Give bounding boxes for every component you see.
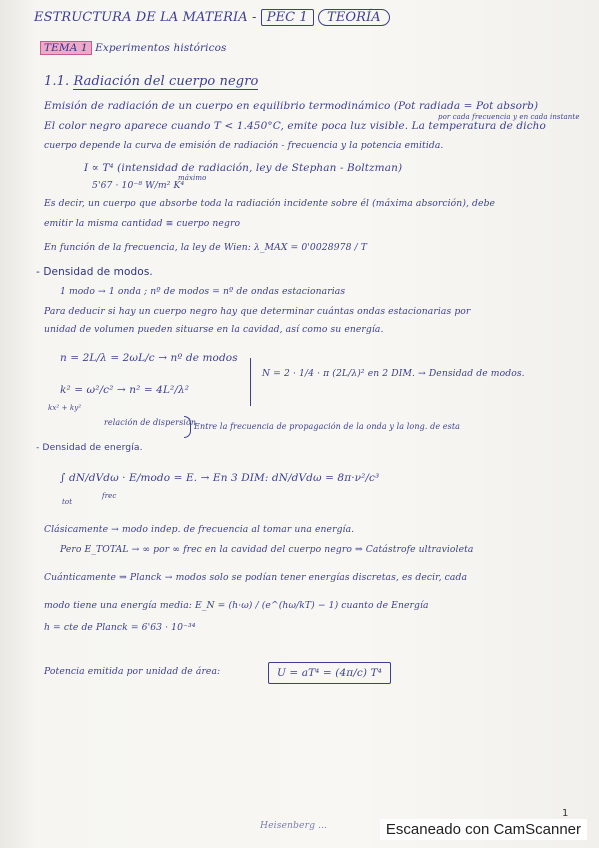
text-l3: cuerpo depende la curva de emisión de radiación - frecuencia y la potencia emitida.	[44, 140, 444, 151]
text-l1: Emisión de radiación de un cuerpo en equilibrio termodinámico (Pot radiada = Pot absorb)	[44, 100, 539, 112]
k-formula: k² = ω²/c² → n² = 4L²/λ²	[60, 384, 190, 396]
page-number: 1	[562, 808, 569, 819]
n-formula: n = 2L/λ = 2ωL/c → nº de modos	[60, 352, 238, 364]
energy-frec-label: frec	[102, 492, 117, 500]
header-title-text: ESTRUCTURA DE LA MATERIA -	[34, 10, 257, 25]
text-l5: emitir la misma cantidad ≡ cuerpo negro	[44, 218, 241, 229]
section-title: Radiación del cuerpo negro	[73, 74, 259, 89]
topic-badge: TEMA 1	[40, 41, 92, 55]
k-subscript: kx² + ky²	[48, 404, 82, 412]
modes-line-1: 1 modo → 1 onda ; nº de modos = nº de ondas estacionarias	[60, 286, 346, 297]
power-label: Potencia emitida por unidad de área:	[44, 666, 221, 677]
camscanner-watermark: Escaneado con CamScanner	[380, 819, 587, 840]
header-title	[34, 10, 390, 25]
stefan-constant: 5'67 · 10⁻⁸ W/m² K⁴	[92, 180, 185, 191]
topic-line	[40, 42, 227, 54]
N-formula: N = 2 · 1/4 · π (2L/λ)² en 2 DIM. → Densidad de modos.	[262, 368, 525, 379]
bottom-cut-text: Heisenberg ...	[260, 820, 328, 831]
wien-law: En función de la frecuencia, la ley de Wien: λ_MAX = 0'0028978 / T	[44, 242, 367, 253]
dispersion-note: Entre la frecuencia de propagación de la onda y la long. de esta	[194, 422, 461, 431]
topic-title: Experimentos históricos	[95, 42, 227, 54]
energy-heading: - Densidad de energía.	[36, 442, 143, 453]
section-heading	[44, 74, 258, 89]
pec-label: PEC 1	[261, 9, 314, 26]
modes-line-2: Para deducir si hay un cuerpo negro hay que determinar cuántas ondas estacionarias por	[44, 306, 471, 317]
text-l1-note: por cada frecuencia y en cada instante	[438, 113, 580, 121]
energy-tot-label: tot	[62, 498, 73, 506]
modes-line-3: unidad de volumen pueden situarse en la cavidad, así como su energía.	[44, 324, 384, 335]
dispersion-brace	[184, 416, 191, 438]
text-l2: El color negro aparece cuando T < 1.450°C, emite poca luz visible. La temperatura de dicho	[44, 120, 546, 132]
stefan-law: I ∝ T⁴ (intensidad de radiación, ley de Stephan - Boltzman)	[84, 162, 403, 174]
tag-label: TEORÍA	[318, 9, 390, 26]
stefan-max: máximo	[178, 174, 207, 182]
section-number: 1.1.	[44, 74, 70, 89]
energy-formula: ∫ dN/dVdω · E/modo = E. → En 3 DIM: dN/dVdω = 8π·ν²/c³	[60, 472, 380, 484]
classic-line-1: Clásicamente → modo indep. de frecuencia al tomar una energía.	[44, 524, 355, 535]
dispersion-label: relación de dispersión	[104, 418, 197, 427]
text-l4: Es decir, un cuerpo que absorbe toda la radiación incidente sobre él (máxima absorción), debe	[44, 198, 496, 209]
power-formula: U = aT⁴ = (4π/c) T⁴	[268, 662, 391, 684]
quantum-line-1: Cuánticamente ⇒ Planck → modos solo se podían tener energías discretas, es decir, cada	[44, 572, 468, 583]
formula-divider	[250, 358, 251, 406]
quantum-line-2: modo tiene una energía media: E_N = (h·ω) / (e^(hω/kT) − 1) cuanto de Energía	[44, 600, 429, 611]
classic-line-2: Pero E_TOTAL → ∞ por ∞ frec en la cavidad del cuerpo negro ⇒ Catástrofe ultravioleta	[60, 544, 474, 555]
modes-heading: - Densidad de modos.	[36, 266, 153, 278]
planck-constant: h = cte de Planck = 6'63 · 10⁻³⁴	[44, 622, 196, 633]
